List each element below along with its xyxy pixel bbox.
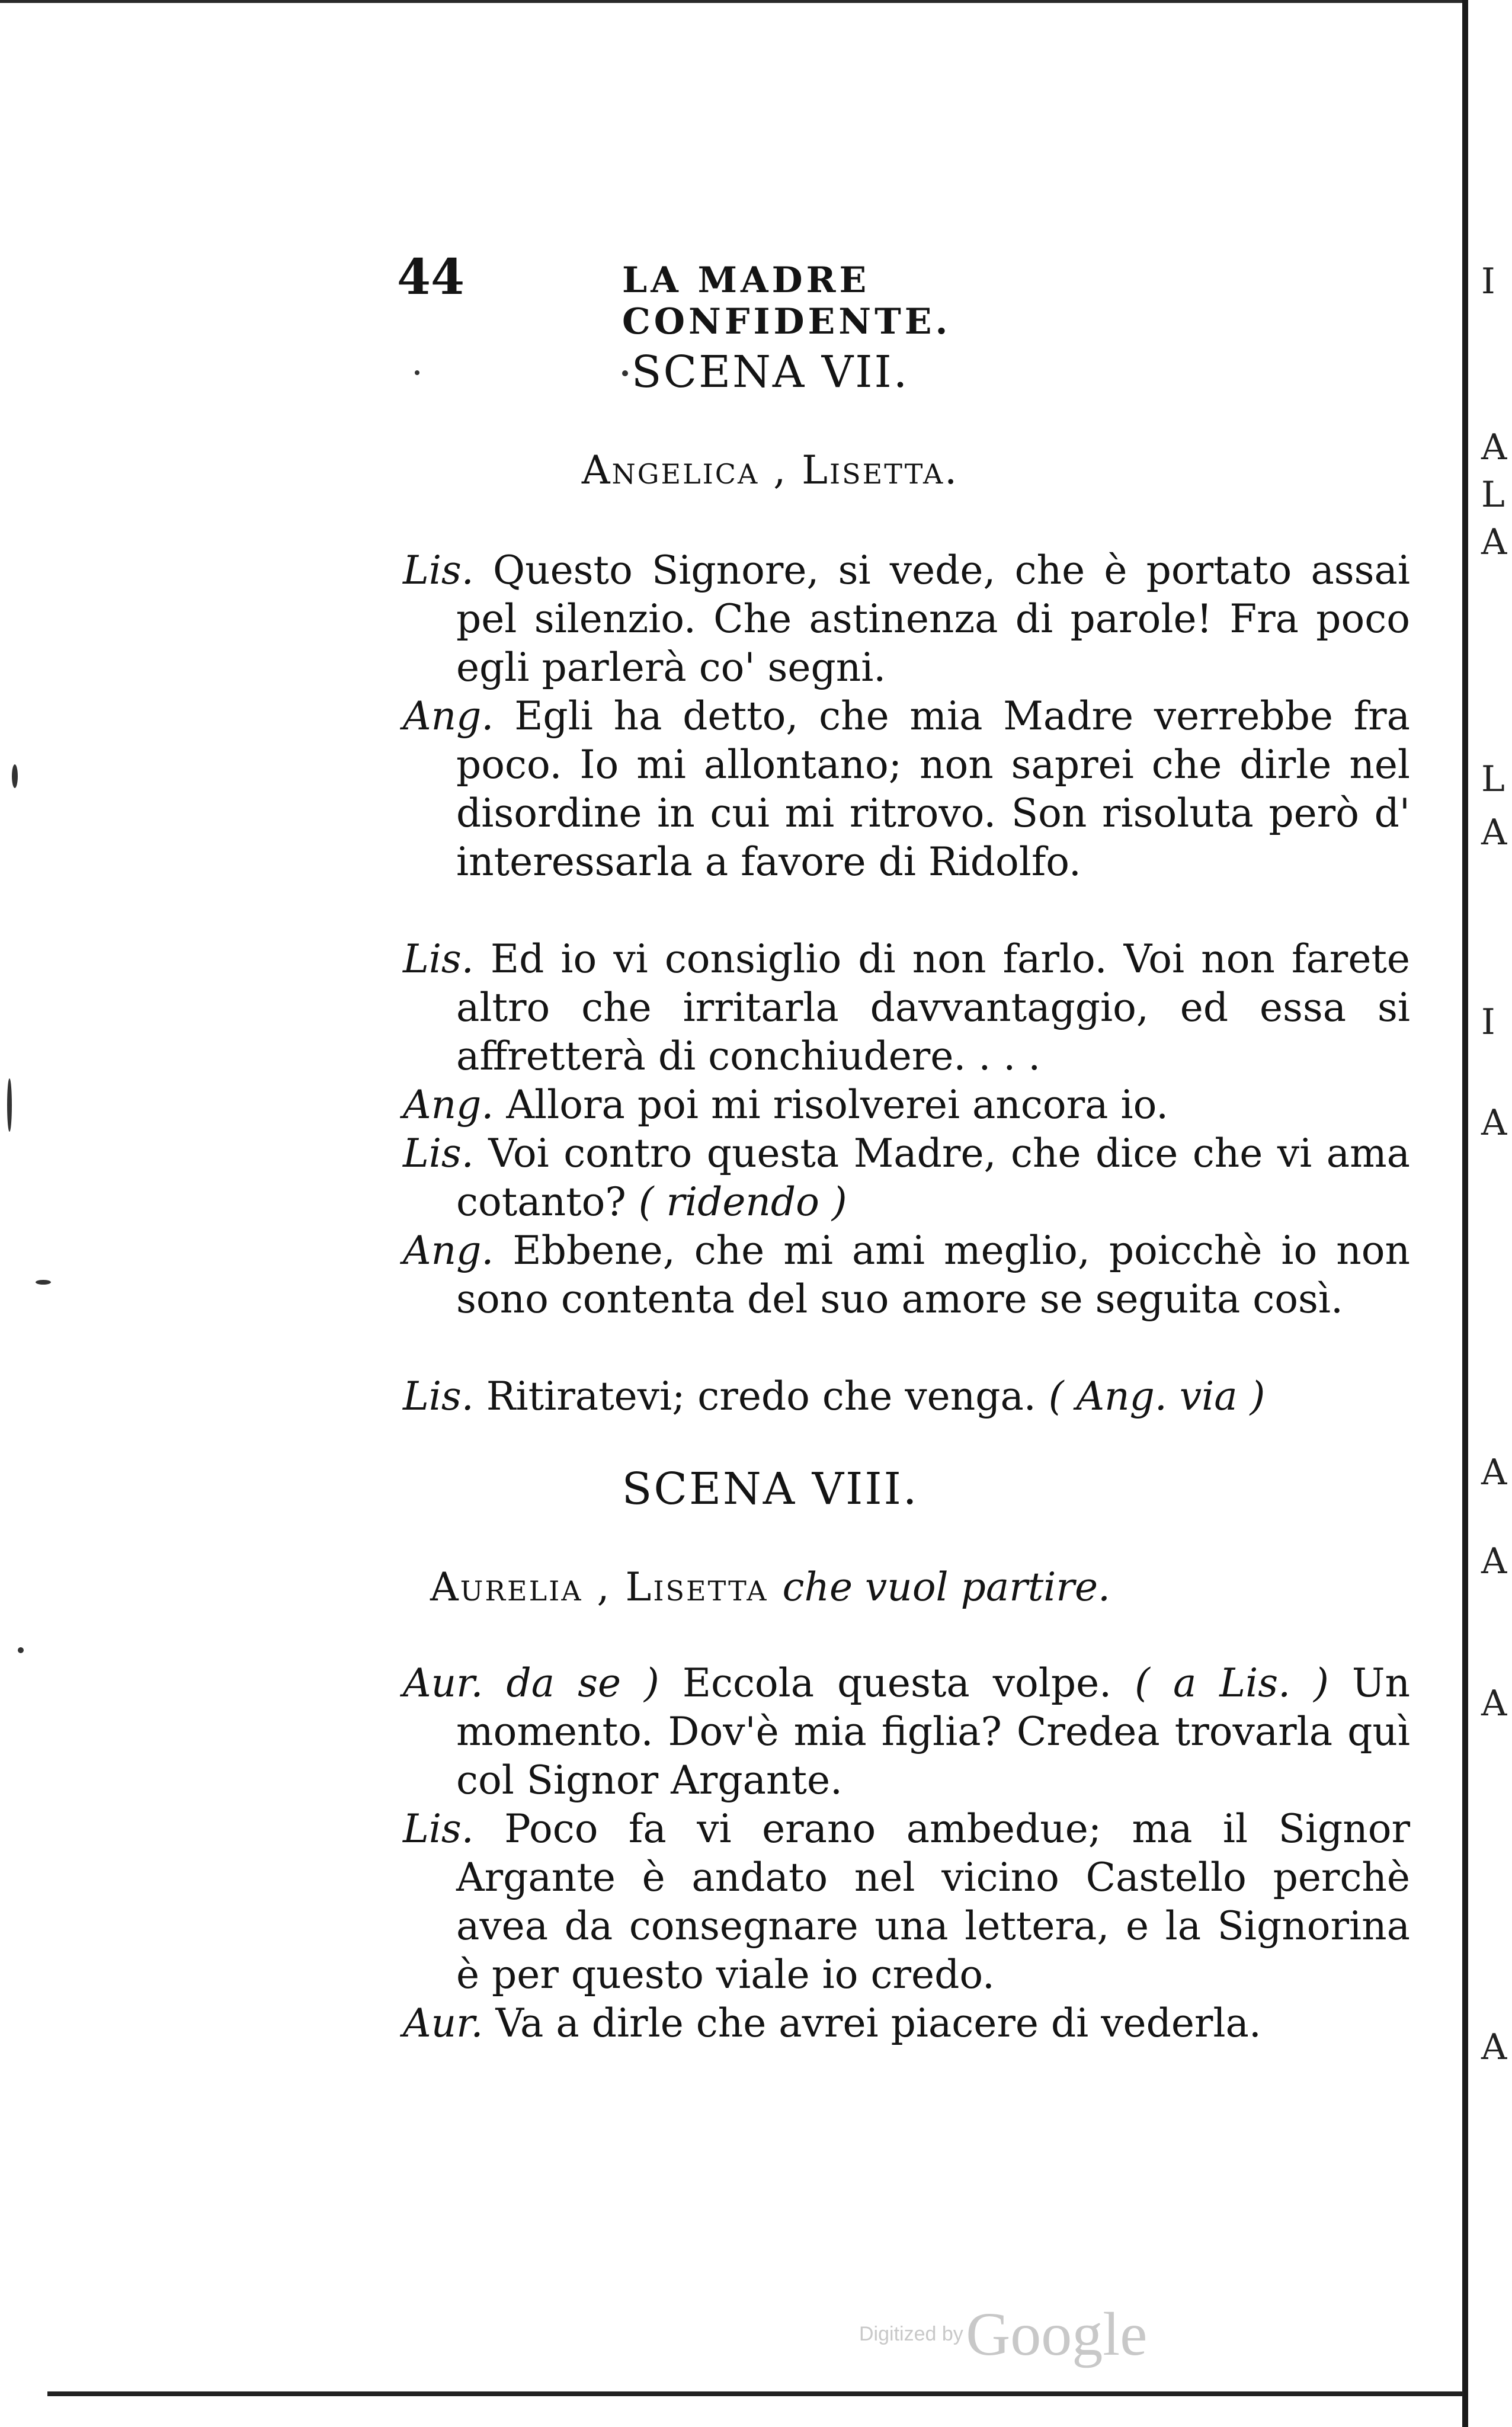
- bleed-mark: A: [1481, 1541, 1507, 1582]
- ink-speck: [12, 764, 18, 788]
- speaker-label: Aur.: [403, 1660, 483, 1706]
- cast-names: Aurelia , Lisetta: [430, 1564, 768, 1610]
- speech: [403, 1805, 1410, 1999]
- speech-text: Ritiratevi; credo che venga.: [486, 1373, 1036, 1419]
- speech: [403, 1659, 1410, 1805]
- speech-text: Poco fa vi erano ambedue; ma il Signor Argante è andato nel vicino Castello perchè avea da consegnare una lettera, e la Signorina è per questo viale io credo.: [456, 1806, 1410, 1997]
- speaker-label: Lis.: [403, 547, 474, 593]
- bleed-mark: I: [1481, 1001, 1495, 1043]
- page-number: 44: [397, 249, 465, 306]
- bleed-mark: I: [1481, 261, 1495, 302]
- speaker-label: Lis.: [403, 1806, 474, 1852]
- bleed-mark: A: [1481, 1683, 1507, 1724]
- ink-speck: [18, 1647, 24, 1653]
- bottom-edge-rule: [47, 2391, 1463, 2396]
- ink-speck: [36, 1280, 51, 1285]
- watermark-prefix: Digitized by: [859, 2323, 963, 2345]
- speech-text: Va a dirle che avrei piacere di vederla.: [495, 2000, 1261, 2046]
- speech: [403, 935, 1410, 1081]
- bleed-mark: A: [1481, 2026, 1507, 2068]
- bleed-mark: A: [1481, 1102, 1507, 1144]
- bleed-mark: L: [1481, 758, 1505, 800]
- speaker-label: Lis.: [403, 936, 474, 982]
- speaker-label: Aur.: [403, 2000, 483, 2046]
- bleed-mark: A: [1481, 427, 1507, 468]
- speech: [403, 1081, 1410, 1129]
- speech-text: Ebbene, che mi ami meglio, poicchè io non sono contenta del suo amore se seguita così.: [456, 1228, 1411, 1322]
- speaker-label: Lis.: [403, 1131, 474, 1176]
- speech-text: Ed io vi consiglio di non farlo. Voi non farete altro che irritarla davvantaggio, ed essa si affretterà di conchiudere. . . .: [456, 936, 1410, 1079]
- digitized-watermark: [859, 2299, 1147, 2370]
- stage-direction: ( ridendo ): [638, 1179, 847, 1225]
- google-logo: Google: [966, 2300, 1148, 2368]
- bleed-mark: A: [1481, 812, 1507, 853]
- speech-text: Voi contro questa Madre, che dice che vi ama cotanto?: [456, 1131, 1410, 1225]
- scene-cast: [415, 1564, 1126, 1610]
- speech-text: Un momento. Dov'è mia figlia? Credea trovarla quì col Signor Argante.: [456, 1660, 1411, 1803]
- speech: [403, 692, 1410, 886]
- speech-text: Allora poi mi risolverei ancora io.: [506, 1082, 1169, 1128]
- speech: [403, 1999, 1410, 2048]
- speaker-label: Ang.: [403, 1228, 494, 1273]
- right-page-edge: [1462, 0, 1468, 2427]
- ink-speck: [7, 1078, 12, 1132]
- scene-cast: Angelica , Lisetta.: [581, 447, 959, 493]
- scene-title: SCENA VII.: [631, 347, 909, 398]
- running-head: LA MADRE CONFIDENTE.: [622, 260, 952, 342]
- speech-text: Eccola questa volpe.: [682, 1660, 1112, 1706]
- speech: [403, 1129, 1410, 1227]
- scene-title: SCENA VIII.: [622, 1464, 919, 1515]
- bleed-mark: L: [1481, 474, 1505, 516]
- bleed-mark: A: [1481, 1452, 1507, 1493]
- speech: [403, 1372, 1410, 1421]
- speaker-label: Lis.: [403, 1373, 474, 1419]
- top-edge-rule: [0, 0, 1468, 8]
- bleed-mark: A: [1481, 521, 1507, 563]
- speech-text: Egli ha detto, che mia Madre verrebbe fra poco. Io mi allontano; non saprei che dirle nel disordine in cui mi ritrovo. Son risoluta però d' interessarla a favore di Ridolfo.: [456, 693, 1411, 885]
- speech-text: Questo Signore, si vede, che è portato assai pel silenzio. Che astinenza di parole! Fra poco egli parlerà co' segni.: [456, 547, 1410, 690]
- stage-direction: ( Ang. via ): [1048, 1373, 1266, 1419]
- speech: [403, 546, 1410, 692]
- speech: [403, 1227, 1410, 1324]
- speaker-label: Ang.: [403, 1082, 494, 1128]
- speaker-label: Ang.: [403, 693, 494, 739]
- stage-direction: ( a Lis. ): [1135, 1660, 1329, 1706]
- stage-direction: da se ): [506, 1660, 659, 1706]
- cast-note: che vuol partire.: [782, 1564, 1111, 1610]
- page-header: [397, 249, 1126, 342]
